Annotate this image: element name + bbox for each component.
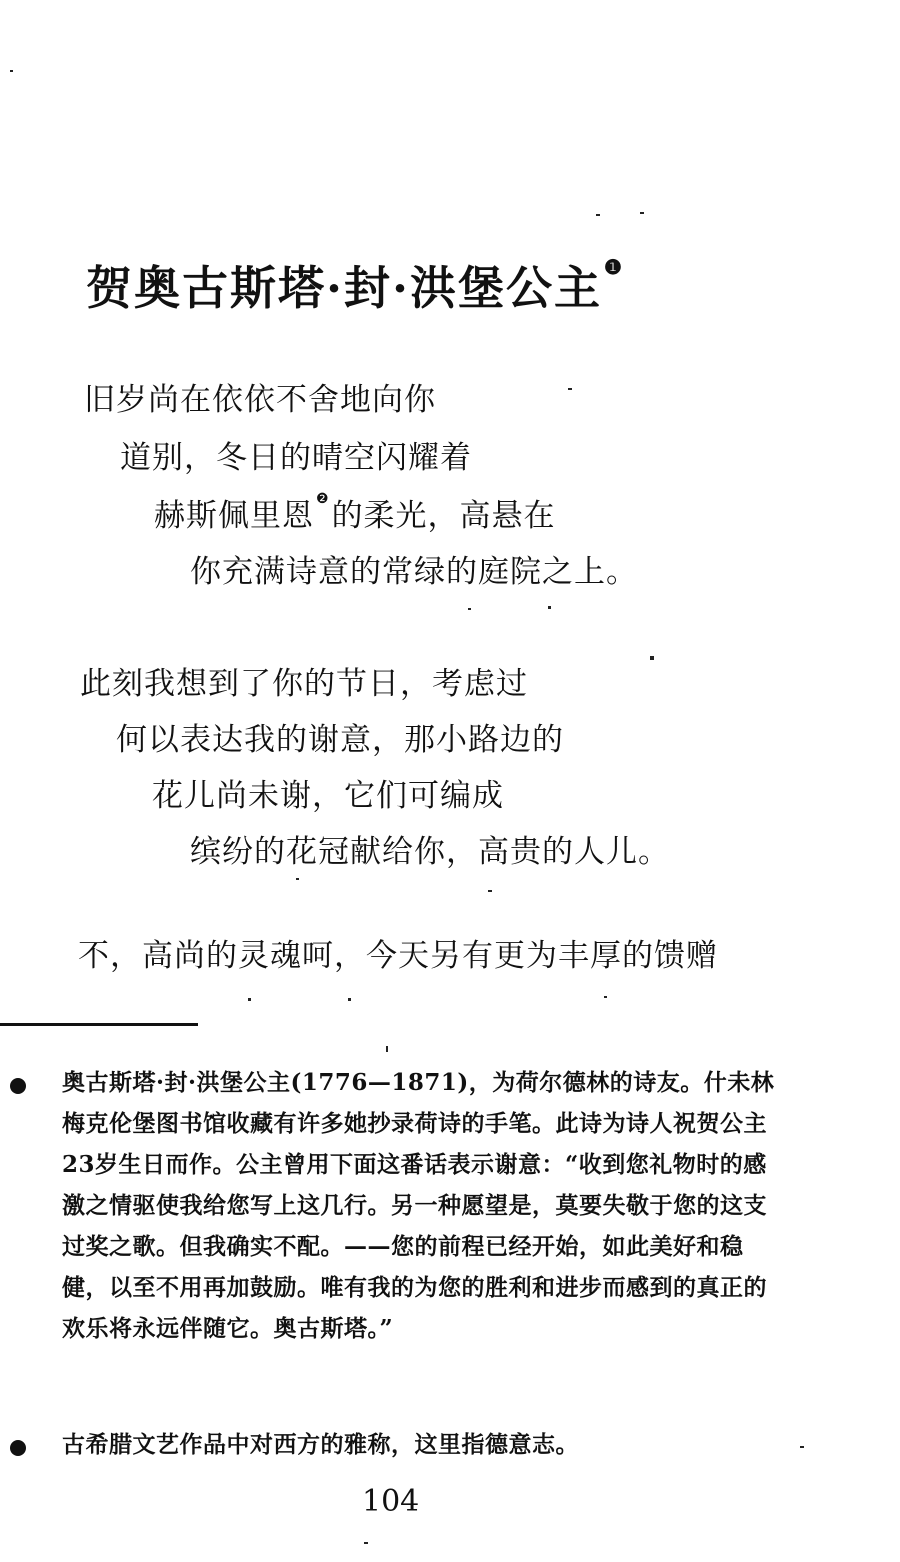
scan-speck bbox=[640, 212, 644, 214]
scan-speck bbox=[488, 890, 492, 892]
verse-line: 不，高尚的灵魂呵，今天另有更为丰厚的馈赠 bbox=[78, 938, 718, 974]
poem-title bbox=[86, 252, 624, 318]
scan-speck bbox=[568, 388, 572, 390]
scan-speck bbox=[800, 1446, 804, 1448]
scan-speck bbox=[386, 1046, 388, 1052]
scan-speck bbox=[296, 878, 299, 880]
verse-line: 此刻我想到了你的节日，考虑过 bbox=[80, 666, 528, 702]
scan-speck bbox=[468, 608, 471, 610]
verse-line: 花儿尚未谢，它们可编成 bbox=[152, 778, 504, 814]
footnote-bullet bbox=[10, 1440, 26, 1456]
verse-line: 你充满诗意的常绿的庭院之上。 bbox=[190, 554, 638, 590]
scan-speck bbox=[348, 998, 351, 1001]
footnote-marker-2: ❷ bbox=[316, 490, 330, 507]
footnote-1: 奥古斯塔·封·洪堡公主(1776—1871)，为荷尔德林的诗友。什未林梅克伦堡图书馆收藏有许多她抄录荷诗的手笔。此诗为诗人祝贺公主23岁生日而作。公主曾用下面这番话表示谢意：“收到您礼物时的感激之情驱使我给您写上这几行。另一种愿望是，莫要失敬于您的这支过奖之歌。但我确实不配。——您的前程已经开始，如此美好和稳健，以至不用再加鼓励。唯有我的为您的胜利和进步而感到的真正的欢乐将永远伴随它。奥古斯塔。” bbox=[62, 1069, 775, 1342]
poem-title-text: 贺奥古斯塔·封·洪堡公主 bbox=[86, 261, 603, 315]
verse-line: 旧岁尚在依依不舍地向你 bbox=[84, 382, 436, 418]
footnote-separator bbox=[0, 1023, 198, 1026]
footnote-bullet bbox=[10, 1078, 26, 1094]
page-number: 104 bbox=[362, 1484, 420, 1519]
scan-speck bbox=[364, 1542, 368, 1544]
scan-speck bbox=[650, 656, 654, 660]
verse-line: 道别，冬日的晴空闪耀着 bbox=[120, 440, 472, 476]
scan-speck bbox=[596, 214, 600, 216]
scan-speck bbox=[604, 996, 607, 998]
verse-line-text: 的柔光，高悬在 bbox=[331, 498, 556, 534]
verse-line: 何以表达我的谢意，那小路边的 bbox=[116, 722, 564, 758]
scan-speck bbox=[248, 998, 251, 1001]
footnote-marker-1: ❶ bbox=[604, 254, 624, 279]
scan-speck bbox=[548, 606, 551, 609]
verse-line: 缤纷的花冠献给你，高贵的人儿。 bbox=[190, 834, 670, 870]
scan-speck bbox=[10, 70, 13, 72]
footnote-2: 古希腊文艺作品中对西方的雅称，这里指德意志。 bbox=[62, 1431, 579, 1458]
verse-line bbox=[154, 490, 556, 535]
verse-line-text: 赫斯佩里恩 bbox=[154, 498, 314, 534]
